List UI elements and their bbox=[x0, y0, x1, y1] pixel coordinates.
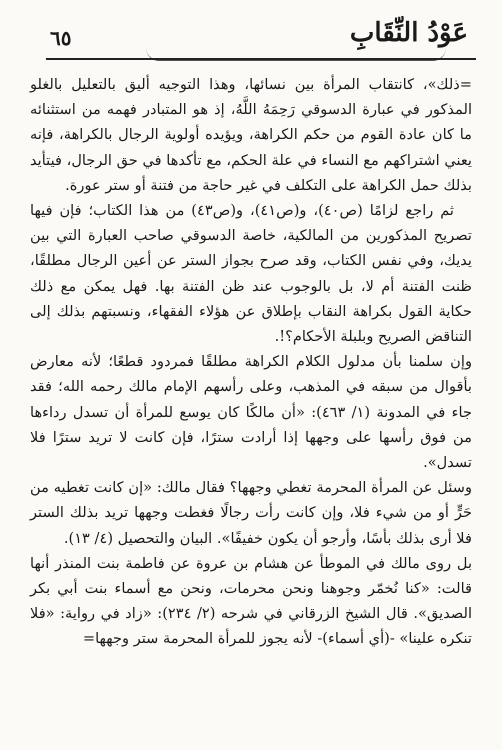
paragraph: وإن سلمنا بأن مدلول الكلام الكراهة مطلقًا فمردود قطعًا؛ لأنه معارض بأقوال من سبقه في المذهب، وعلى رأسهم الإمام مالك رحمه الله؛ فقد جاء في المدونة (١/ ٤٦٣): «أن مالكًا كان يوسع للمرأة أن تسدل رداءها من فوق رأسها على وجهها إذا أرادت سترًا، فإن كانت لا تريد سترًا فلا تسدل». bbox=[30, 353, 472, 472]
paragraph: بل روى مالك في الموطأ عن هشام بن عروة عن فاطمة بنت المنذر أنها قالت: «كنا نُخمّر وجوهنا ونحن محرمات، ونحن مع أسماء بنت أبي بكر الصديق». قال الشيخ الزرقاني في شرحه (٢/ ٢٣٤): «زاد في رواية: «فلا تنكره علينا» -(أي أسماء)- لأنه يجوز للمرأة المحرمة ستر وجهها= bbox=[30, 554, 473, 648]
running-title: عَوْدُ النِّقَابِ bbox=[349, 18, 468, 48]
header-rule bbox=[46, 58, 476, 60]
page-number: ٦٥ bbox=[50, 26, 72, 50]
paragraph: =ذلك»، كانتقاب المرأة بين نسائها، وهذا التوجيه أليق بالتعليل بالغلو المذكور في عبارة الدسوقي رَحِمَهُ اللَّهُ، إذ هو المتبادر فهمه من استثنائه ما كان عادة القوم من حكم الكراهة، ويؤيده أولوية الرجال بالكراهة، فإنه يعني اشتراكهم مع النساء في علة الحكم، مع تأكدها في حق الرجال، فيتأيد بذلك حمل الكراهة على التكلف في غير حاجة من فتنة أو ستر عورة. bbox=[30, 76, 472, 194]
body-text bbox=[30, 72, 472, 652]
paragraph: وسئل عن المرأة المحرمة تغطي وجهها؟ فقال مالك: «إن كانت تغطيه من حَرٍّ أو من شيء فلا، وإن كانت رأت رجالًا فغطت وجهها تريد بذلك الستر فلا أرى بذلك بأسًا، وأرجو أن يكون خفيفًا». البيان والتحصيل (٤/ ١٣). bbox=[30, 479, 472, 547]
page-header bbox=[28, 18, 476, 58]
paragraph: ثم راجع لزامًا (ص٤٠)، و(ص٤١)، و(ص٤٣) من هذا الكتاب؛ فإن فيها تصريح المذكورين من المالكية، خاصة الدسوقي صاحب العبارة التي بين يديك، وفي نفس الكتاب، وقد صرح بجواز الستر عن أعين الرجال مطلقًا، ظنت الفتنة أم لا، بل بالوجوب عند ظن الفتنة بها. فهل يمكن مع ذلك حكاية القول بكراهة النقاب بإطلاق عن هؤلاء الفقهاء، ونسبتهم بذلك إلى التناقض الصريح وبلبلة الأحكام؟!. bbox=[30, 202, 472, 346]
